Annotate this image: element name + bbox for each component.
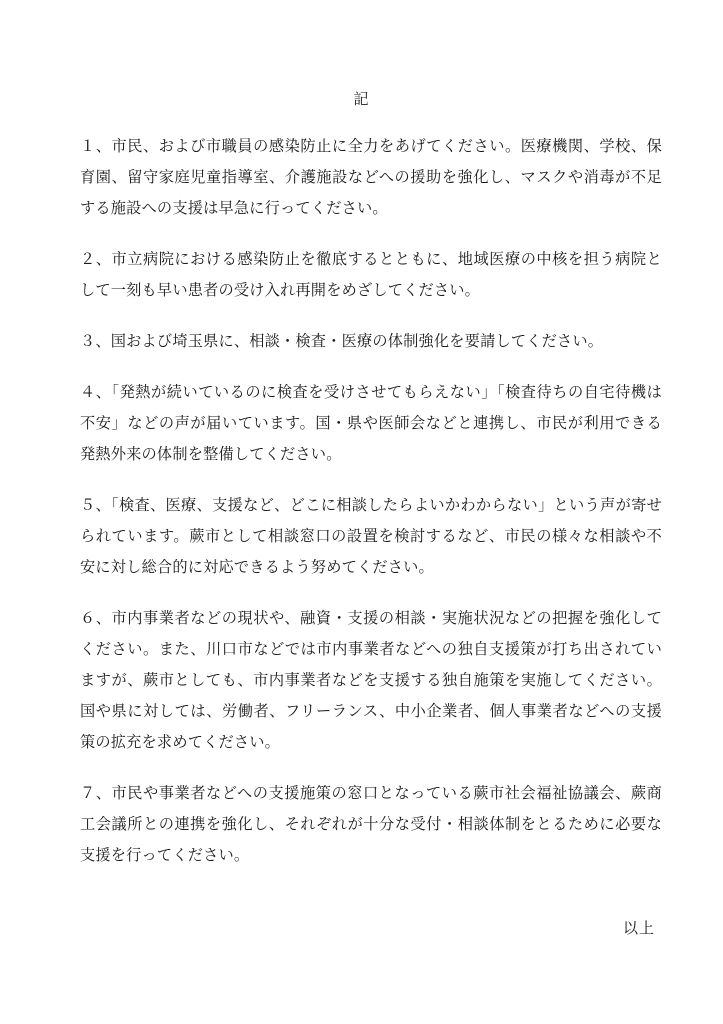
request-list [80, 131, 662, 891]
request-item-6: ６、市内事業者などの現状や、融資・支援の相談・実施状況などの把握を強化してください。また、川口市などでは市内事業者などへの独自支援策が打ち出されていますが、蕨市としても、市内事業者などを支援する独自施策を実施してください。国や県に対しては、労働者、フリーランス、中小企業者、個人事業者などへの支援策の拡充を求めてください。 [80, 609, 662, 751]
request-item-7: ７、市民や事業者などへの支援施策の窓口となっている蕨市社会福祉協議会、蕨商工会議所との連携を強化し、それぞれが十分な受付・相談体制をとるために必要な支援を行ってください。 [80, 784, 662, 864]
closing-text: 以上 [622, 919, 655, 937]
request-item-1: １、市民、および市職員の感染防止に全力をあげてください。医療機関、学校、保育園、留守家庭児童指導室、介護施設などへの援助を強化し、マスクや消毒が不足する施設への支援は早急に行ってください。 [80, 137, 662, 217]
request-item-4: ４、「発熱が続いているのに検査を受けさせてもらえない」「検査待ちの自宅待機は不安」などの声が届いています。国・県や医師会などと連携し、市民が利用できる発熱外来の体制を整備してください。 [80, 383, 662, 463]
section-heading: 記 [353, 90, 370, 108]
request-item-5: ５、「検査、医療、支援など、どこに相談したらよいかわからない」という声が寄せられています。蕨市として相談窓口の設置を検討するなど、市民の様々な相談や不安に対し総合的に対応できるよう努めてください。 [80, 496, 662, 576]
request-item-2: ２、市立病院における感染防止を徹底するとともに、地域医療の中核を担う病院として一刻も早い患者の受け入れ再開をめざしてください。 [80, 250, 662, 299]
request-item-3: ３、国および埼玉県に、相談・検査・医療の体制強化を要請してください。 [80, 332, 604, 350]
